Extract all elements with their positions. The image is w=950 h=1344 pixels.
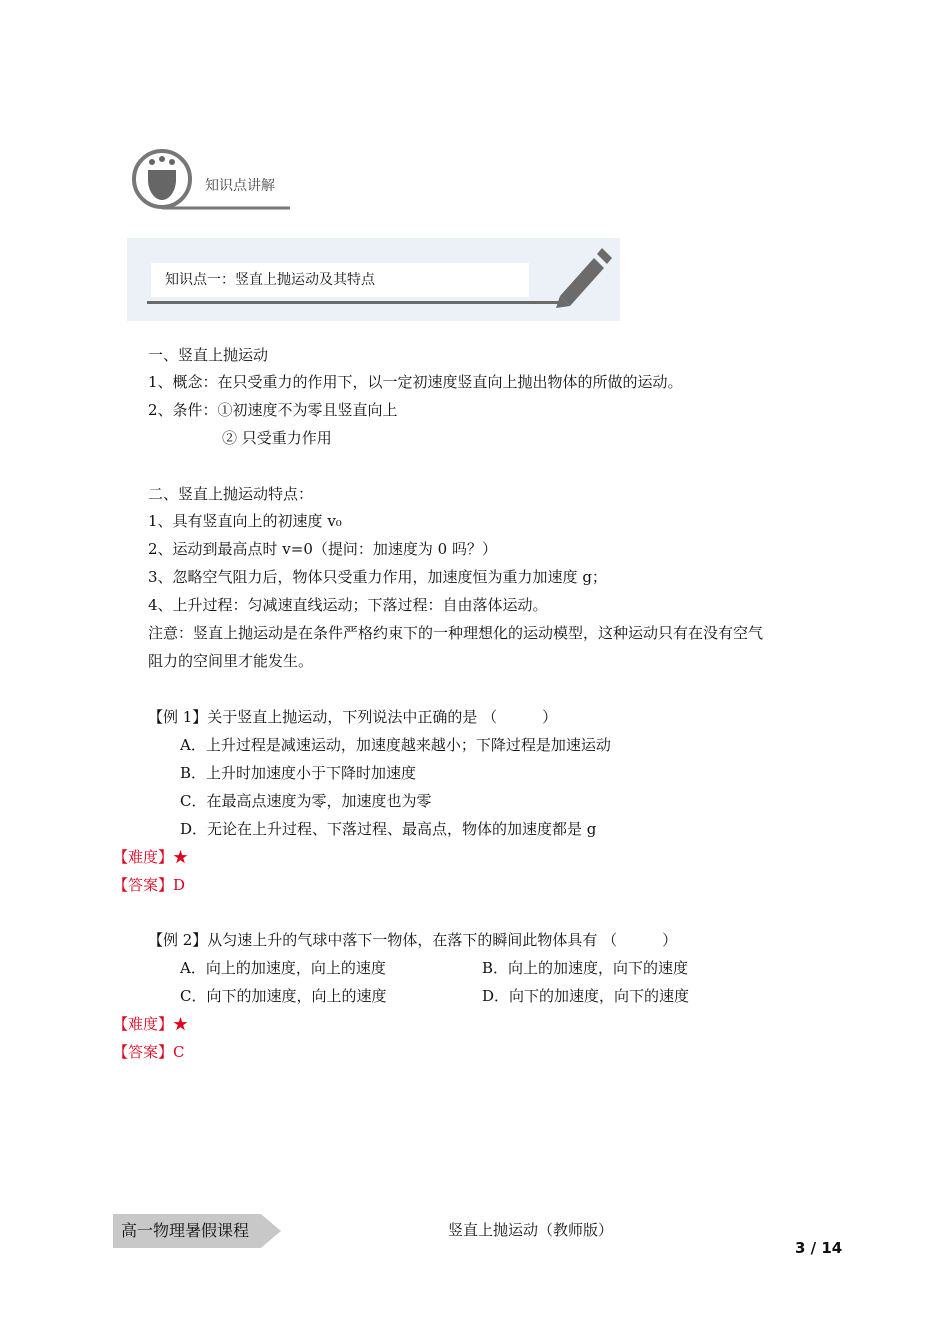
example-1-question: 【例 1】关于竖直上抛运动，下列说法中正确的是 （ ） [148, 708, 558, 726]
example-2-option-a: A．向上的加速度，向上的速度 [180, 959, 386, 977]
heading-1: 一、竖直上抛运动 [148, 346, 269, 364]
knowledge-banner [127, 238, 620, 321]
footer-title: 竖直上抛运动（教师版） [448, 1221, 614, 1239]
feature-1: 1、具有竖直向上的初速度 v₀ [148, 512, 342, 530]
example-1-option-d: D．无论在上升过程、下落过程、最高点，物体的加速度都是 g [180, 820, 597, 838]
example-2-option-b: B．向上的加速度，向下的速度 [482, 959, 689, 977]
example-2-question: 【例 2】从匀速上升的气球中落下一物体，在落下的瞬间此物体具有 （ ） [148, 931, 678, 949]
example-2-option-d: D．向下的加速度，向下的速度 [482, 987, 690, 1005]
example-1-option-b: B．上升时加速度小于下降时加速度 [180, 764, 417, 782]
page-number: 3 / 14 [795, 1239, 843, 1257]
condition-1: 2、条件：①初速度不为零且竖直向上 [148, 401, 398, 419]
footer-course: 高一物理暑假课程 [121, 1221, 250, 1240]
section-label: 知识点讲解 [205, 178, 275, 194]
pencil-icon [552, 244, 612, 310]
example-1-option-c: C．在最高点速度为零，加速度也为零 [180, 792, 432, 810]
feature-4: 4、上升过程：匀减速直线运动；下落过程：自由落体运动。 [148, 596, 548, 614]
condition-2: ② 只受重力作用 [222, 429, 332, 447]
example-2-answer: 【答案】C [113, 1043, 185, 1061]
example-2-difficulty: 【难度】★ [113, 1015, 189, 1033]
concept: 1、概念：在只受重力的作用下，以一定初速度竖直向上抛出物体的所做的运动。 [148, 373, 683, 391]
example-1-option-a: A．上升过程是减速运动，加速度越来越小；下降过程是加速运动 [180, 736, 611, 754]
note-line-1: 注意：竖直上抛运动是在条件严格约束下的一种理想化的运动模型，这种运动只有在没有空气 [148, 624, 764, 642]
banner-title: 知识点一：竖直上抛运动及其特点 [165, 272, 375, 288]
feature-2: 2、运动到最高点时 v=0（提问：加速度为 0 吗？） [148, 540, 497, 558]
feature-3: 3、忽略空气阻力后，物体只受重力作用，加速度恒为重力加速度 g； [148, 568, 607, 586]
note-line-2: 阻力的空间里才能发生。 [148, 652, 314, 670]
example-2-option-c: C．向下的加速度，向上的速度 [180, 987, 387, 1005]
example-1-answer: 【答案】D [113, 876, 186, 894]
heading-2: 二、竖直上抛运动特点： [148, 485, 314, 503]
example-1-difficulty: 【难度】★ [113, 848, 189, 866]
